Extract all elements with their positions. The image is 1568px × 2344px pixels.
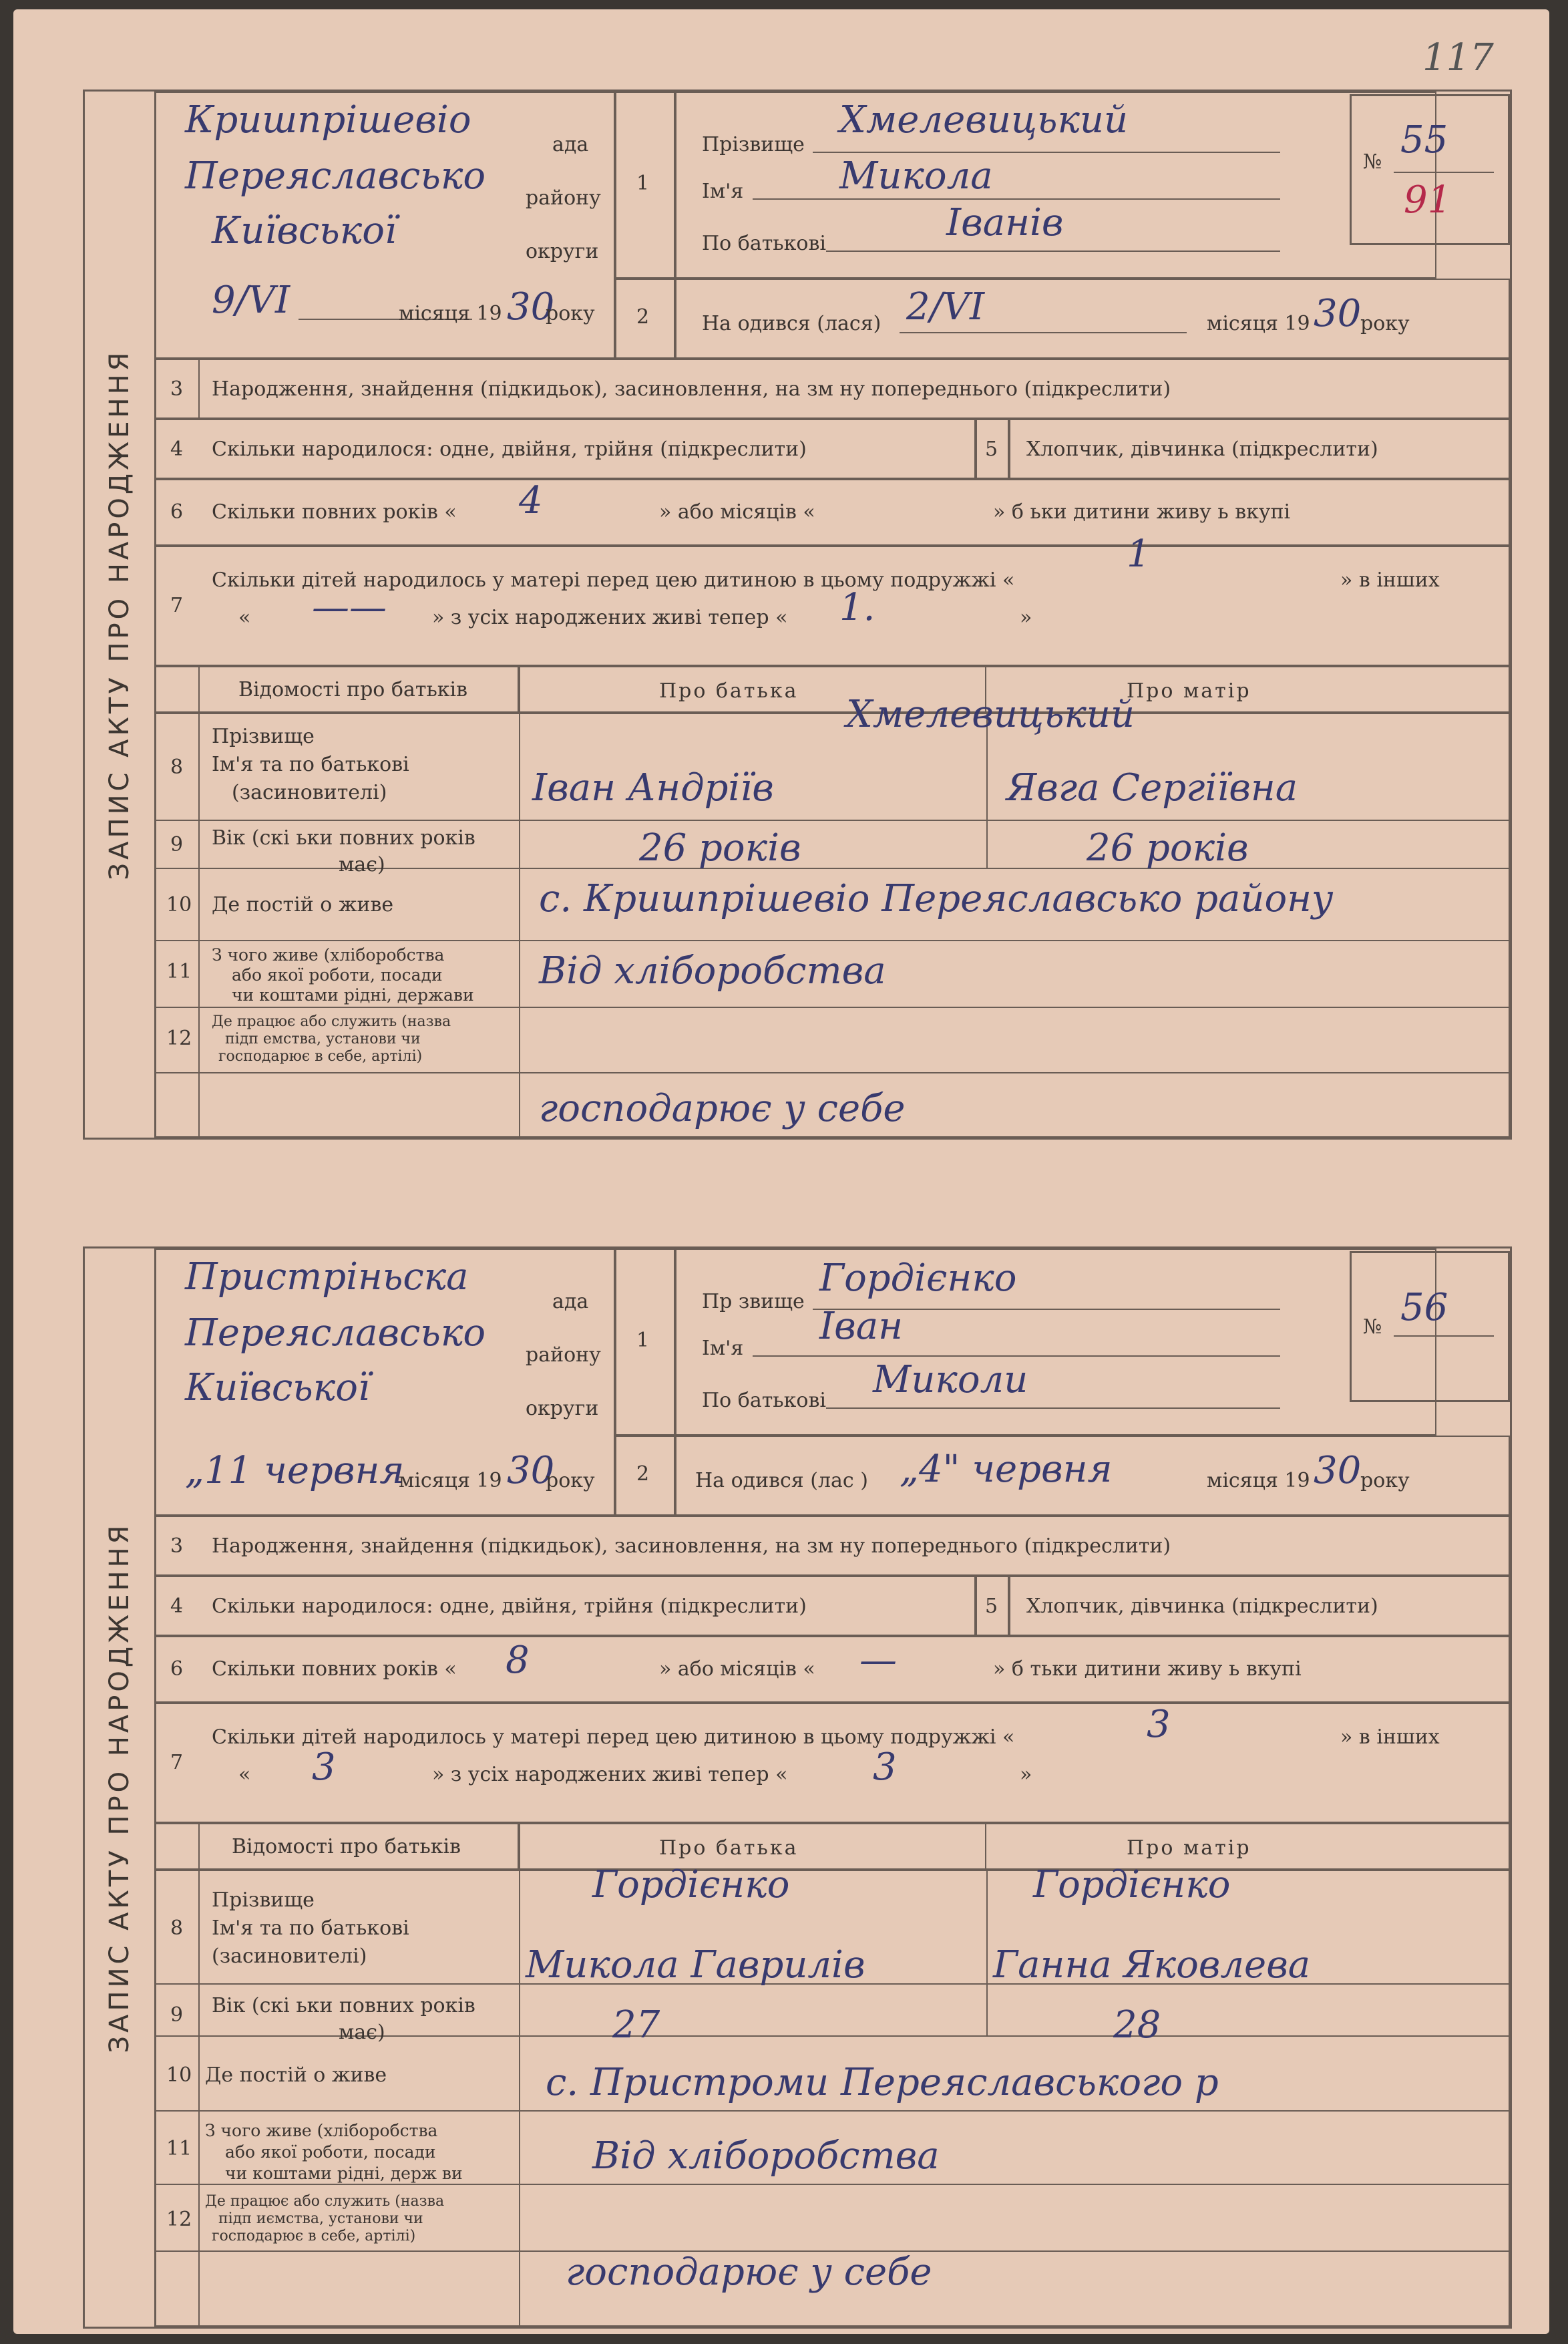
child-surname-handwritten: Гордієнко <box>819 1257 1017 1300</box>
birth-year-label: року <box>1360 312 1410 335</box>
row-10-label: Де постій о живе <box>212 893 394 916</box>
row-11-label-2: або якої роботи, посади <box>232 965 443 985</box>
mother-name-handwritten: Ганна Яковлева <box>993 1943 1311 1987</box>
birth-month-label: місяця 19 <box>1207 1469 1310 1492</box>
row-8-label-1: Прізвище <box>212 725 315 748</box>
row-6-text-a: Скільки повних років « <box>212 500 457 524</box>
record-number-handwritten: 56 <box>1400 1286 1448 1329</box>
child-surname-handwritten: Хмелевицький <box>839 98 1129 142</box>
row-12-label-1: Де працює або служить (назва <box>205 2193 445 2210</box>
row-7-text-a: Скільки дітей народилось у матері перед цею дитиною в цьому подружжі « <box>212 1725 1015 1749</box>
occupation-handwritten: Від хліборобства <box>539 949 886 993</box>
row-6-text-b: » або місяців « <box>659 1657 815 1681</box>
row-9-label-1: Вік (скі ьки повних років <box>212 826 475 850</box>
birth-date-handwritten: „4" червня <box>900 1448 1113 1491</box>
workplace-handwritten: господарює у себе <box>539 1087 906 1130</box>
patronymic-label: По батькові <box>702 232 826 255</box>
row-7-text-d: » з усіх народжених живі тепер « <box>432 1763 788 1786</box>
record-number-red: 91 <box>1404 178 1452 222</box>
row-4-text: Скільки народилося: одне, двійня, трійня (підкреслити) <box>212 1595 807 1618</box>
row-8-label-3: (засиновителі) <box>212 1945 367 1968</box>
village-handwritten: Пристріньска <box>185 1255 469 1299</box>
row-7-other-handwritten: 3 <box>312 1745 336 1789</box>
row-12-label-1: Де працює або служить (назва <box>212 1013 451 1030</box>
birth-date-handwritten: 2/VI <box>906 285 985 329</box>
okrug-handwritten: Київської <box>185 1366 370 1409</box>
row-6-text-c: » б тьки дитини живу ь вкупі <box>993 1657 1302 1681</box>
mother-header: Про матір <box>1127 1836 1251 1860</box>
birth-year-label: року <box>1360 1469 1410 1492</box>
name-label: Ім'я <box>702 1337 744 1360</box>
row-8-label-1: Прізвище <box>212 1888 315 1912</box>
row-6-months-handwritten: — <box>859 1639 897 1682</box>
row-7-count-handwritten: 1 <box>1127 532 1151 576</box>
row-7-text-e: » <box>1020 606 1032 629</box>
row-7-alive-handwritten: 1. <box>839 586 875 629</box>
number-label: № <box>1363 150 1382 174</box>
child-name-handwritten: Іван <box>819 1305 903 1348</box>
surname-label: Прізвище <box>702 133 805 156</box>
child-patronymic-handwritten: Іванів <box>946 201 1064 244</box>
born-label: На одився (лася) <box>702 312 881 335</box>
child-patronymic-handwritten: Миколи <box>873 1358 1028 1401</box>
registration-month-label: місяця 19 <box>399 1469 502 1492</box>
row-12-label-2: підп емства, установи чи <box>225 1031 421 1047</box>
village-label: ада <box>552 133 589 156</box>
row-11-label-1: З чого живе (хліборобства <box>205 2121 438 2140</box>
row-5-text: Хлопчик, дівчинка (підкреслити) <box>1026 438 1378 461</box>
registration-year-handwritten: 30 <box>507 285 555 329</box>
birth-year-handwritten: 30 <box>1314 292 1362 335</box>
residence-handwritten: с. Пристроми Переяславського р <box>546 2061 1219 2104</box>
registration-year-label: року <box>546 1469 595 1492</box>
row-7-text-b: » в інших <box>1340 568 1440 592</box>
archive-page-number: 117 <box>1422 36 1494 79</box>
village-label: ада <box>552 1290 589 1313</box>
side-title-panel <box>85 1248 156 2327</box>
row-7-other-handwritten: —— <box>312 586 387 629</box>
row-11-label-3: чи коштами рідні, держ ви <box>225 2164 463 2183</box>
document-page <box>13 9 1549 2334</box>
registration-date-handwritten: „11 червня <box>185 1449 405 1492</box>
workplace-handwritten: господарює у себе <box>566 2250 932 2294</box>
mother-surname-handwritten: Гордієнко <box>1033 1863 1231 1906</box>
row-12-label-3: господарює в себе, артілі) <box>218 1048 423 1065</box>
birth-year-handwritten: 30 <box>1314 1449 1362 1492</box>
district-handwritten: Переяславсько <box>185 154 486 198</box>
parents-header: Відомості про батьків <box>238 678 468 701</box>
parents-header: Відомості про батьків <box>232 1835 461 1858</box>
row-3-text: Народження, знайдення (підкидьок), засиновлення, на зм ну попереднього (підкреслити) <box>212 1534 1171 1558</box>
registration-date-handwritten: 9/VI <box>212 279 290 322</box>
row-7-count-handwritten: 3 <box>1147 1703 1171 1746</box>
row-7-text-a: Скільки дітей народилось у матері перед цею дитиною в цьому подружжі « <box>212 568 1015 592</box>
child-name-handwritten: Микола <box>839 154 993 198</box>
registration-year-handwritten: 30 <box>507 1449 555 1492</box>
mother-age-handwritten: 28 <box>1113 2003 1161 2047</box>
father-name-handwritten: Іван Андріїв <box>532 766 774 810</box>
row-6-text-c: » б ьки дитини живу ь вкупі <box>993 500 1291 524</box>
row-6-text-b: » або місяців « <box>659 500 815 524</box>
father-age-handwritten: 26 років <box>639 826 801 870</box>
row-12-label-2: підп иємства, установи чи <box>218 2210 423 2227</box>
row-6-text-a: Скільки повних років « <box>212 1657 457 1681</box>
row-3-text: Народження, знайдення (підкидьок), засиновлення, на зм ну попереднього (підкреслити) <box>212 377 1171 401</box>
residence-handwritten: с. Кришпрішевіо Переяславсько району <box>539 877 1334 920</box>
district-label: району <box>526 186 601 210</box>
okrug-label: округи <box>526 1397 599 1420</box>
mother-name-handwritten: Явга Сергіївна <box>1006 766 1298 810</box>
row-11-label-1: З чого живе (хліборобства <box>212 945 445 965</box>
row-7 <box>154 1703 1510 1823</box>
mother-header: Про матір <box>1127 679 1251 703</box>
row-9-label-2: має) <box>339 853 385 876</box>
row-7-text-b: » в інших <box>1340 1725 1440 1749</box>
district-handwritten: Переяславсько <box>185 1311 486 1355</box>
father-header: Про батька <box>659 679 799 703</box>
row-8-label-2: Ім'я та по батькові <box>212 753 409 776</box>
birth-record-1: ЗАПИС АКТУ ПРО НАРОДЖЕННЯ Кришпрішевіо ада Переяславсько району Київської округи 9/VI місяця 19 30 року 1 2 Прізвище Хмелевицький Ім'я Микола По батькові Іванів № 55 91 На одився (лася) 2/VI місяця 19 30 року 3 Народження, знайдення (підкидьок), засиновлення, на зм ну попереднього (підкреслити) 4 Скільки народилося: одне, двійня, трійня (підкреслити) 5 Хлопчик, дівчинка (підкреслити) 6 Скільки повних років « 4 » або місяців « » б ьки дитини живу ь вкупі 7 Скільки дітей народилось у матері перед цею дитиною в цьому подружжі « 1 » в інших « —— » з усіх народжених живі тепер « 1. » Відомості про батьків Про батька Про матір 8 Прізвище Ім'я та по батькові (засиновителі) Хмелевицький Іван Андріїв Явга Сергіївна 9 Вік (скі ьки повних років має) 26 років 26 років 10 Де постій о живе с. Кришпрішевіо Переяславсько району 11 З чого живе (хліборобства або якої роботи, посади чи коштами рідні, держави Від хліборобства 12 Де працює або служить (назва підп емства, установи чи господарює в себе, артілі) господарює у себе <box>83 90 1512 1140</box>
side-title-panel <box>85 92 156 1138</box>
record-number-handwritten: 55 <box>1400 118 1448 162</box>
side-title: ЗАПИС АКТУ ПРО НАРОДЖЕННЯ <box>104 349 135 880</box>
row-4-text: Скільки народилося: одне, двійня, трійня (підкреслити) <box>212 438 807 461</box>
row-9-label-2: має) <box>339 2021 385 2044</box>
row-5-text: Хлопчик, дівчинка (підкреслити) <box>1026 1595 1378 1618</box>
row-7-text-d: » з усіх народжених живі тепер « <box>432 606 788 629</box>
born-label: На одився (лас ) <box>695 1469 868 1492</box>
row-8-label-2: Ім'я та по батькові <box>212 1916 409 1940</box>
row-7-text-c: « <box>238 1763 251 1786</box>
registration-month-label: місяця 19 <box>399 302 502 325</box>
number-label: № <box>1363 1315 1382 1339</box>
row-6-years-handwritten: 8 <box>506 1639 530 1682</box>
occupation-handwritten: Від хліборобства <box>592 2134 940 2178</box>
district-label: району <box>526 1343 601 1367</box>
birth-record-2: ЗАПИС АКТУ ПРО НАРОДЖЕННЯ Пристріньска ада Переяславсько району Київської округи „11 червня місяця 19 30 року 1 2 Пр звище Гордієнко Ім'я Іван По батькові Миколи № 56 На одився (лас ) „4" червня місяця 19 30 року 3 Народження, знайдення (підкидьок), засиновлення, на зм ну попереднього (підкреслити) 4 Скільки народилося: одне, двійня, трійня (підкреслити) 5 Хлопчик, дівчинка (підкреслити) 6 Скільки повних років « 8 » або місяців « — » б тьки дитини живу ь вкупі 7 Скільки дітей народилось у матері перед цею дитиною в цьому подружжі « 3 » в інших « 3 » з усіх народжених живі тепер « 3 » Відомості про батьків Про батька Про матір 8 Прізвище Ім'я та по батькові (засиновителі) Гордієнко Гордієнко Микола Гаврилів Ганна Яковлева 9 Вік (скі ьки повних років має) 27 28 10 Де постій о живе с. Пристроми Переяславського р 11 З чого живе (хліборобства або якої роботи, посади чи коштами рідні, держ ви Від хліборобства 12 Де працює або служить (назва підп иємства, установи чи господарює в себе, артілі) господарює у себе <box>83 1246 1512 2329</box>
parents-table <box>154 713 1510 1138</box>
row-9-label-1: Вік (скі ьки повних років <box>212 1994 475 2017</box>
row-7-text-c: « <box>238 606 251 629</box>
father-name-handwritten: Микола Гаврилів <box>526 1943 865 1987</box>
father-surname-handwritten: Гордієнко <box>592 1863 790 1906</box>
registration-year-label: року <box>546 302 595 325</box>
father-header: Про батька <box>659 1836 799 1860</box>
surname-label: Пр звище <box>702 1290 805 1313</box>
father-age-handwritten: 27 <box>612 2003 660 2047</box>
row-8-label-3: (засиновителі) <box>232 781 387 804</box>
birth-month-label: місяця 19 <box>1207 312 1310 335</box>
row-12-label-3: господарює в себе, артілі) <box>212 2228 416 2244</box>
name-label: Ім'я <box>702 180 744 203</box>
row-11-label-2: або якої роботи, посади <box>225 2142 436 2162</box>
row-10-label: Де постій о живе <box>205 2063 387 2087</box>
side-title: ЗАПИС АКТУ ПРО НАРОДЖЕННЯ <box>104 1522 135 2053</box>
row-7-alive-handwritten: 3 <box>873 1745 897 1789</box>
parents-surname-handwritten: Хмелевицький <box>846 693 1135 736</box>
mother-age-handwritten: 26 років <box>1087 826 1249 870</box>
okrug-label: округи <box>526 240 599 263</box>
patronymic-label: По батькові <box>702 1389 826 1412</box>
okrug-handwritten: Київської <box>212 209 397 253</box>
row-11-label-3: чи коштами рідні, держави <box>232 985 474 1005</box>
village-handwritten: Кришпрішевіо <box>185 98 471 142</box>
row-7-text-e: » <box>1020 1763 1032 1786</box>
row-6-years-handwritten: 4 <box>519 479 543 522</box>
